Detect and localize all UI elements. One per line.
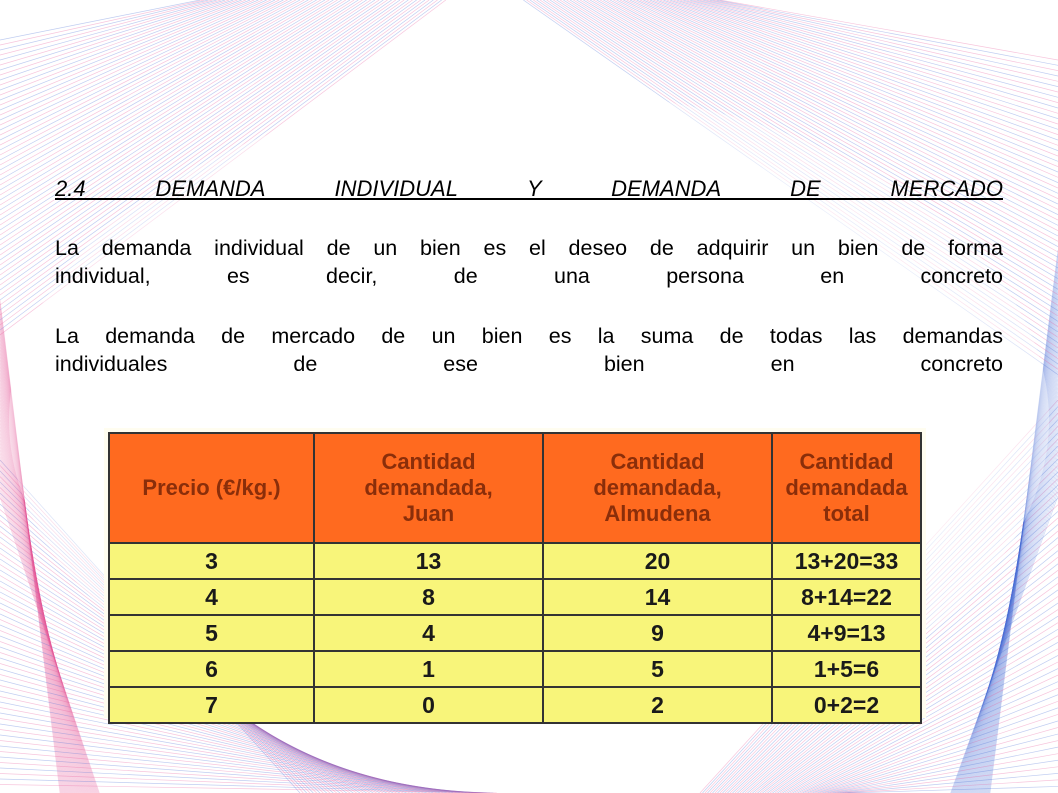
paragraph-line: La demanda individual de un bien es el deseo de adquirir un bien de forma bbox=[55, 236, 1003, 260]
table-header-text: Precio (€/kg.) bbox=[142, 475, 281, 500]
table-cell: 4 bbox=[314, 615, 543, 651]
table-cell: 2 bbox=[543, 687, 772, 723]
table-cell: 0 bbox=[314, 687, 543, 723]
table-header-text: Almudena bbox=[604, 501, 711, 526]
table-cell: 7 bbox=[109, 687, 314, 723]
demand-table-image bbox=[104, 428, 926, 718]
table-body bbox=[109, 543, 921, 723]
table-cell: 20 bbox=[543, 543, 772, 579]
paragraph-line: La demanda de mercado de un bien es la suma de todas las demandas bbox=[55, 324, 1003, 348]
table-header-row bbox=[109, 433, 921, 543]
paragraph-line: individuales de ese bien en concreto bbox=[55, 352, 1003, 376]
table-header-cell bbox=[543, 433, 772, 543]
table-row bbox=[109, 615, 921, 651]
demand-table bbox=[108, 432, 922, 724]
table-header-text: Cantidad bbox=[799, 449, 894, 474]
paragraph-market-demand bbox=[55, 322, 1003, 378]
table-cell: 4+9=13 bbox=[772, 615, 921, 651]
table-cell: 13 bbox=[314, 543, 543, 579]
table-header-text: demandada bbox=[785, 475, 908, 500]
table-header-text: Juan bbox=[402, 501, 455, 526]
table-cell: 9 bbox=[543, 615, 772, 651]
paragraph-line: individual, es decir, de una persona en concreto bbox=[55, 264, 1003, 288]
table-header-text: demandada, bbox=[593, 475, 722, 500]
table-cell: 4 bbox=[109, 579, 314, 615]
table-row bbox=[109, 687, 921, 723]
table-cell: 13+20=33 bbox=[772, 543, 921, 579]
table-cell: 0+2=2 bbox=[772, 687, 921, 723]
table-cell: 6 bbox=[109, 651, 314, 687]
table-cell: 1+5=6 bbox=[772, 651, 921, 687]
table-cell: 5 bbox=[543, 651, 772, 687]
table-cell: 5 bbox=[109, 615, 314, 651]
paragraph-individual-demand bbox=[55, 234, 1003, 290]
table-cell: 3 bbox=[109, 543, 314, 579]
table-row bbox=[109, 579, 921, 615]
table-cell: 8+14=22 bbox=[772, 579, 921, 615]
table-header-text: Cantidad bbox=[610, 449, 705, 474]
slide-heading: 2.4 DEMANDA INDIVIDUAL Y DEMANDA DE MERCADO bbox=[55, 176, 1003, 201]
table-header-cell bbox=[772, 433, 921, 543]
table-cell: 14 bbox=[543, 579, 772, 615]
table-header-cell bbox=[109, 433, 314, 543]
table-row bbox=[109, 543, 921, 579]
table-cell: 1 bbox=[314, 651, 543, 687]
table-cell: 8 bbox=[314, 579, 543, 615]
table-header-cell bbox=[314, 433, 543, 543]
table-header-text: Cantidad bbox=[381, 449, 476, 474]
table-header-text: total bbox=[823, 501, 870, 526]
table-header-text: demandada, bbox=[364, 475, 493, 500]
table-row bbox=[109, 651, 921, 687]
